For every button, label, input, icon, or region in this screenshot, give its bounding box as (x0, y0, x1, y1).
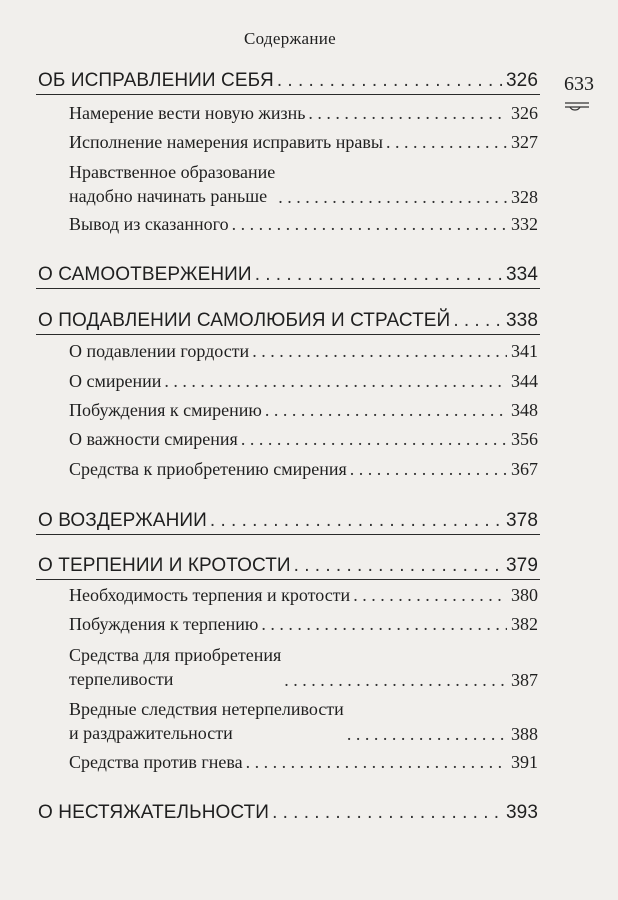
toc-entry-title: Необходимость терпения и кротости (69, 585, 351, 605)
toc-entry-page: 388 (511, 724, 538, 744)
toc-entry-title: О НЕСТЯЖАТЕЛЬНОСТИ (38, 802, 270, 823)
toc-sub-entry[interactable] (69, 103, 538, 124)
leader-dots (232, 214, 507, 235)
toc-entry-page: 326 (505, 70, 538, 91)
toc-entry-title-line2: и раздражительности (69, 723, 233, 743)
page-number: 633 (564, 73, 594, 95)
toc-entry-page: 367 (511, 459, 538, 479)
leader-dots (255, 264, 502, 286)
toc-entry-page: 379 (505, 555, 538, 576)
leader-dots (164, 371, 507, 392)
toc-entry-title: Средства к приобретению смирения (69, 459, 347, 479)
toc-entry-page: 387 (511, 670, 538, 690)
toc-sub-entry[interactable] (69, 429, 538, 450)
toc-entry-title (69, 643, 281, 691)
toc-entry-page: 380 (511, 585, 538, 605)
toc-entry-page: 341 (511, 341, 538, 361)
leader-dots (308, 103, 507, 124)
toc-entry-title: Средства против гнева (69, 752, 243, 772)
leader-dots (294, 555, 502, 577)
toc-entry-page: 393 (505, 802, 538, 823)
toc-sub-entry[interactable] (69, 371, 538, 392)
toc-entry-page: 344 (511, 371, 538, 391)
toc-entry-title (69, 160, 275, 208)
section-rule (36, 334, 540, 335)
leader-dots (386, 132, 507, 153)
toc-sub-entry[interactable] (69, 132, 538, 153)
toc-entry-page: 378 (505, 510, 538, 531)
leader-dots (272, 802, 502, 824)
leader-dots (241, 429, 507, 450)
toc-section-entry[interactable] (38, 802, 538, 824)
leader-dots (210, 510, 502, 532)
leader-dots (277, 70, 502, 92)
section-rule (36, 288, 540, 289)
toc-entry-title: Намерение вести новую жизнь (69, 103, 306, 123)
toc-entry-title: О САМООТВЕРЖЕНИИ (38, 264, 252, 285)
leader-dots (347, 724, 507, 745)
leader-dots (350, 459, 507, 480)
leader-dots (353, 585, 507, 606)
toc-section-entry[interactable] (38, 310, 538, 332)
section-rule (36, 579, 540, 580)
toc-entry-title: Вывод из сказанного (69, 214, 229, 234)
toc-entry-title-line1: Вредные следствия нетерпеливости (69, 699, 344, 719)
toc-entry-title: О подавлении гордости (69, 341, 250, 361)
leader-dots (246, 752, 507, 773)
leader-dots (265, 400, 507, 421)
toc-entry-title: ОБ ИСПРАВЛЕНИИ СЕБЯ (38, 70, 274, 91)
toc-sub-entry[interactable] (69, 697, 538, 745)
toc-sub-entry[interactable] (69, 614, 538, 635)
toc-entry-title: Исполнение намерения исправить нравы (69, 132, 383, 152)
toc-entry-title: Побуждения к смирению (69, 400, 262, 420)
toc-entry-title-line1: Средства для приобретения (69, 645, 282, 665)
section-rule (36, 534, 540, 535)
toc-sub-entry[interactable] (69, 400, 538, 421)
leader-dots (261, 614, 507, 635)
toc-entry-title-line1: Нравственное образование (69, 162, 276, 182)
toc-sub-entry[interactable] (69, 341, 538, 362)
toc-sub-entry[interactable] (69, 459, 538, 480)
toc-sub-entry[interactable] (69, 214, 538, 235)
toc-entry-page: 326 (511, 103, 538, 123)
toc-entry-page: 328 (511, 187, 538, 207)
toc-entry-page: 382 (511, 614, 538, 634)
toc-entry-page: 338 (505, 310, 538, 331)
ornament-icon (564, 99, 590, 111)
toc-entry-title: Побуждения к терпению (69, 614, 259, 634)
toc-section-entry[interactable] (38, 510, 538, 532)
toc-entry-title: О ВОЗДЕРЖАНИИ (38, 510, 207, 531)
toc-entry-page: 334 (505, 264, 538, 285)
leader-dots (278, 187, 507, 208)
toc-sub-entry[interactable] (69, 643, 538, 691)
toc-entry-page: 391 (511, 752, 538, 772)
toc-entry-page: 356 (511, 429, 538, 449)
toc-sub-entry[interactable] (69, 752, 538, 773)
toc-entry-page: 327 (511, 132, 538, 152)
toc-section-entry[interactable] (38, 70, 538, 92)
toc-section-entry[interactable] (38, 264, 538, 286)
toc-entry-page: 332 (511, 214, 538, 234)
toc-entry-title: О ПОДАВЛЕНИИ САМОЛЮБИЯ И СТРАСТЕЙ (38, 310, 451, 331)
toc-entry-page: 348 (511, 400, 538, 420)
leader-dots (252, 341, 507, 362)
toc-section-entry[interactable] (38, 555, 538, 577)
toc-entry-title: О смирении (69, 371, 162, 391)
leader-dots (453, 310, 502, 332)
toc-entry-title: О ТЕРПЕНИИ И КРОТОСТИ (38, 555, 291, 576)
toc-sub-entry[interactable] (69, 160, 538, 208)
toc-entry-title (69, 697, 344, 745)
leader-dots (284, 670, 507, 691)
page-header: Содержание (243, 29, 337, 48)
section-rule (36, 94, 540, 95)
toc-entry-title-line2: терпеливости (69, 669, 174, 689)
toc-entry-title-line2: надобно начинать раньше (69, 186, 268, 206)
toc-sub-entry[interactable] (69, 585, 538, 606)
toc-entry-title: О важности смирения (69, 429, 238, 449)
